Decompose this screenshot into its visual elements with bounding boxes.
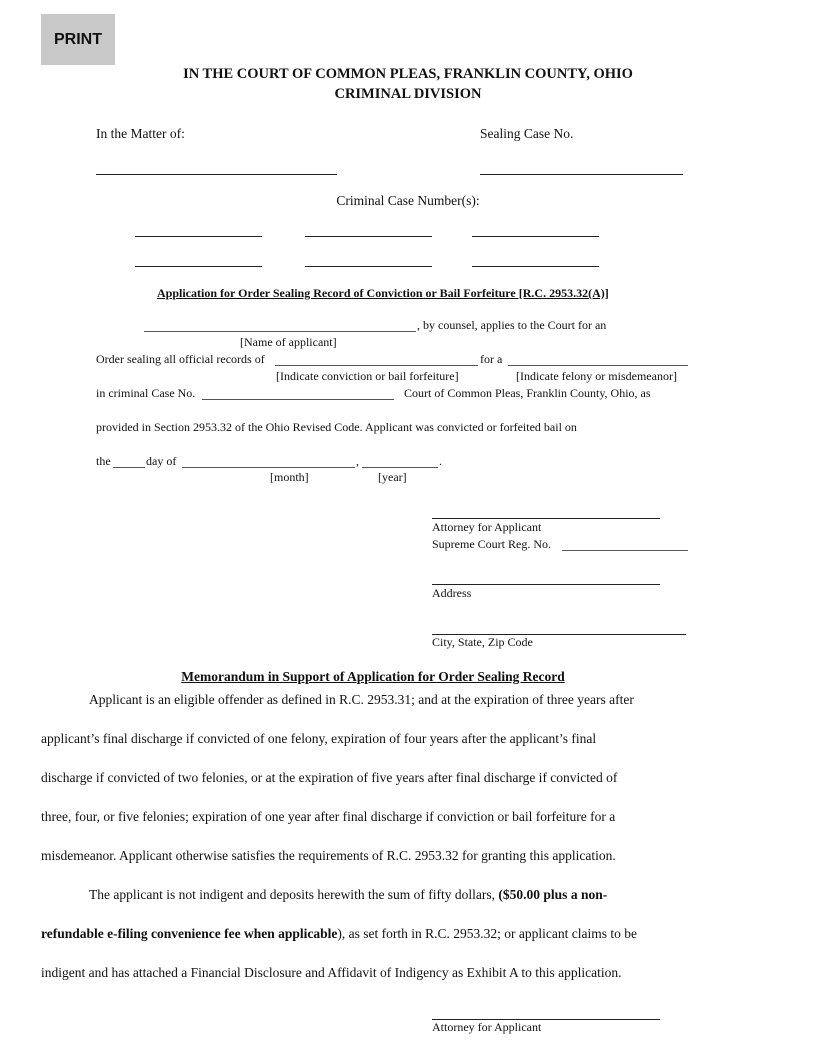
order-sealing-text: Order sealing all official records of: [96, 352, 265, 366]
criminal-case-label: Criminal Case Number(s):: [336, 193, 480, 208]
memo-p2-line1-normal: The applicant is not indigent and deposits herewith the sum of fifty dollars,: [89, 887, 499, 902]
case-number-field-6[interactable]: [472, 266, 599, 267]
applicant-name-field[interactable]: [144, 331, 416, 332]
comma-text: ,: [356, 454, 359, 468]
supreme-court-label: Supreme Court Reg. No.: [432, 537, 551, 551]
memo-p1-line1: Applicant is an eligible offender as defined in R.C. 2953.31; and at the expiration of three years after: [89, 692, 634, 707]
memorandum-title: Memorandum in Support of Application for Order Sealing Record: [181, 669, 565, 684]
by-counsel-text: , by counsel, applies to the Court for an: [417, 318, 607, 332]
memo-p2-line3: indigent and has attached a Financial Disclosure and Affidavit of Indigency as Exhibit A to this application.: [41, 965, 622, 980]
case-number-field-2[interactable]: [305, 236, 432, 237]
conviction-type-field[interactable]: [275, 365, 478, 366]
criminal-case-text: in criminal Case No.: [96, 386, 196, 400]
memo-p2-line1: [89, 887, 607, 903]
case-number-field-1[interactable]: [135, 236, 262, 237]
case-number-field-4[interactable]: [135, 266, 262, 267]
matter-name-field[interactable]: [96, 174, 337, 175]
court-title: IN THE COURT OF COMMON PLEAS, FRANKLIN COUNTY, OHIO: [183, 66, 633, 82]
sealing-case-field[interactable]: [480, 174, 683, 175]
provided-text: provided in Section 2953.32 of the Ohio Revised Code. Applicant was convicted or forfeited bail on: [96, 420, 577, 434]
city-label: City, State, Zip Code: [432, 635, 533, 649]
criminal-case-field[interactable]: [202, 399, 394, 400]
matter-label: In the Matter of:: [96, 126, 185, 141]
for-a-text: for a: [480, 352, 503, 366]
attorney-label: Attorney for Applicant: [432, 520, 542, 534]
offense-type-field[interactable]: [508, 365, 688, 366]
felony-hint: [Indicate felony or misdemeanor]: [516, 369, 677, 383]
memo-p2-line2-normal: ), as set forth in R.C. 2953.32; or applicant claims to be: [337, 926, 637, 941]
address-line[interactable]: [432, 584, 660, 585]
print-button[interactable]: PRINT: [41, 14, 115, 65]
memo-p1-line3: discharge if convicted of two felonies, or at the expiration of five years after final discharge if convicted of: [41, 770, 618, 785]
attorney-signature-line[interactable]: [432, 518, 660, 519]
the-text: the: [96, 454, 111, 468]
conviction-hint: [Indicate conviction or bail forfeiture]: [276, 369, 459, 383]
year-field[interactable]: [362, 467, 438, 468]
memo-attorney-label: Attorney for Applicant: [432, 1020, 542, 1034]
month-field[interactable]: [182, 467, 355, 468]
memo-p2-line2-bold: refundable e-filing convenience fee when applicable: [41, 926, 338, 941]
address-label: Address: [432, 586, 472, 600]
name-hint: [Name of applicant]: [240, 335, 337, 349]
day-field[interactable]: [113, 467, 145, 468]
memo-p1-line5: misdemeanor. Applicant otherwise satisfies the requirements of R.C. 2953.32 for granting this application.: [41, 848, 616, 863]
memo-p1-line4: three, four, or five felonies; expiration of one year after final discharge if conviction or bail forfeiture for a: [41, 809, 616, 824]
division-title: CRIMINAL DIVISION: [334, 86, 482, 102]
application-title: Application for Order Sealing Record of Conviction or Bail Forfeiture [R.C. 2953.32(A)]: [157, 286, 609, 300]
period-text: .: [439, 454, 442, 468]
court-text: Court of Common Pleas, Franklin County, Ohio, as: [404, 386, 651, 400]
case-number-field-5[interactable]: [305, 266, 432, 267]
memo-p1-line2: applicant’s final discharge if convicted of one felony, expiration of four years after the applicant’s final: [41, 731, 597, 746]
sealing-case-label: Sealing Case No.: [480, 126, 574, 141]
memo-p2-line1-bold: ($50.00 plus a non-: [498, 887, 608, 902]
month-hint: [month]: [270, 470, 309, 484]
supreme-court-field[interactable]: [562, 550, 688, 551]
year-hint: [year]: [378, 470, 407, 484]
memo-p2-line2: [41, 926, 637, 942]
day-of-text: day of: [146, 454, 177, 468]
case-number-field-3[interactable]: [472, 236, 599, 237]
